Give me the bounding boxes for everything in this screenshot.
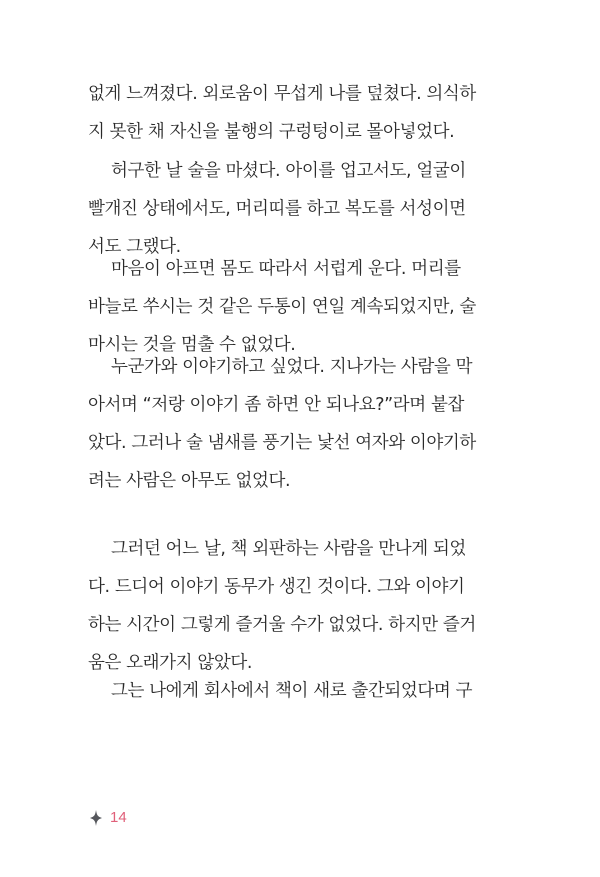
text-line: 움은 오래가지 않았다. — [88, 653, 253, 673]
paragraph-start-line: 그러던 어느 날, 책 외판하는 사람을 만나게 되었 — [111, 539, 466, 559]
text-line: 려는 사람은 아무도 없었다. — [88, 471, 291, 491]
text-line: 마시는 것을 멈출 수 없었다. — [88, 335, 296, 355]
text-line: 바늘로 쑤시는 것 같은 두통이 연일 계속되었지만, 술 — [88, 297, 476, 317]
paragraph-start-line: 그는 나에게 회사에서 책이 새로 출간되었다며 구 — [111, 681, 473, 701]
text-line: 서도 그랬다. — [88, 237, 181, 257]
text-line: 빨개진 상태에서도, 머리띠를 하고 복도를 서성이면 — [88, 199, 466, 219]
text-line: 지 못한 채 자신을 불행의 구렁텅이로 몰아넣었다. — [88, 122, 455, 142]
text-line: 하는 시간이 그렇게 즐거울 수가 없었다. 하지만 즐거 — [88, 615, 476, 635]
page-number: 14 — [110, 809, 127, 826]
diamond-icon — [90, 810, 102, 826]
text-line: 아서며 “저랑 이야기 좀 하면 안 되나요?”라며 붙잡 — [88, 395, 464, 415]
text-line: 았다. 그러나 술 냄새를 풍기는 낯선 여자와 이야기하 — [88, 433, 476, 453]
text-line: 다. 드디어 이야기 동무가 생긴 것이다. 그와 이야기 — [88, 577, 465, 597]
paragraph-start-line: 허구한 날 술을 마셨다. 아이를 업고서도, 얼굴이 — [111, 161, 466, 181]
paragraph-start-line: 누군가와 이야기하고 싶었다. 지나가는 사람을 막 — [111, 357, 473, 377]
text-line: 없게 느껴졌다. 외로움이 무섭게 나를 덮쳤다. 의식하 — [88, 84, 476, 104]
page-footer — [90, 809, 127, 826]
paragraph-start-line: 마음이 아프면 몸도 따라서 서럽게 운다. 머리를 — [111, 259, 461, 279]
